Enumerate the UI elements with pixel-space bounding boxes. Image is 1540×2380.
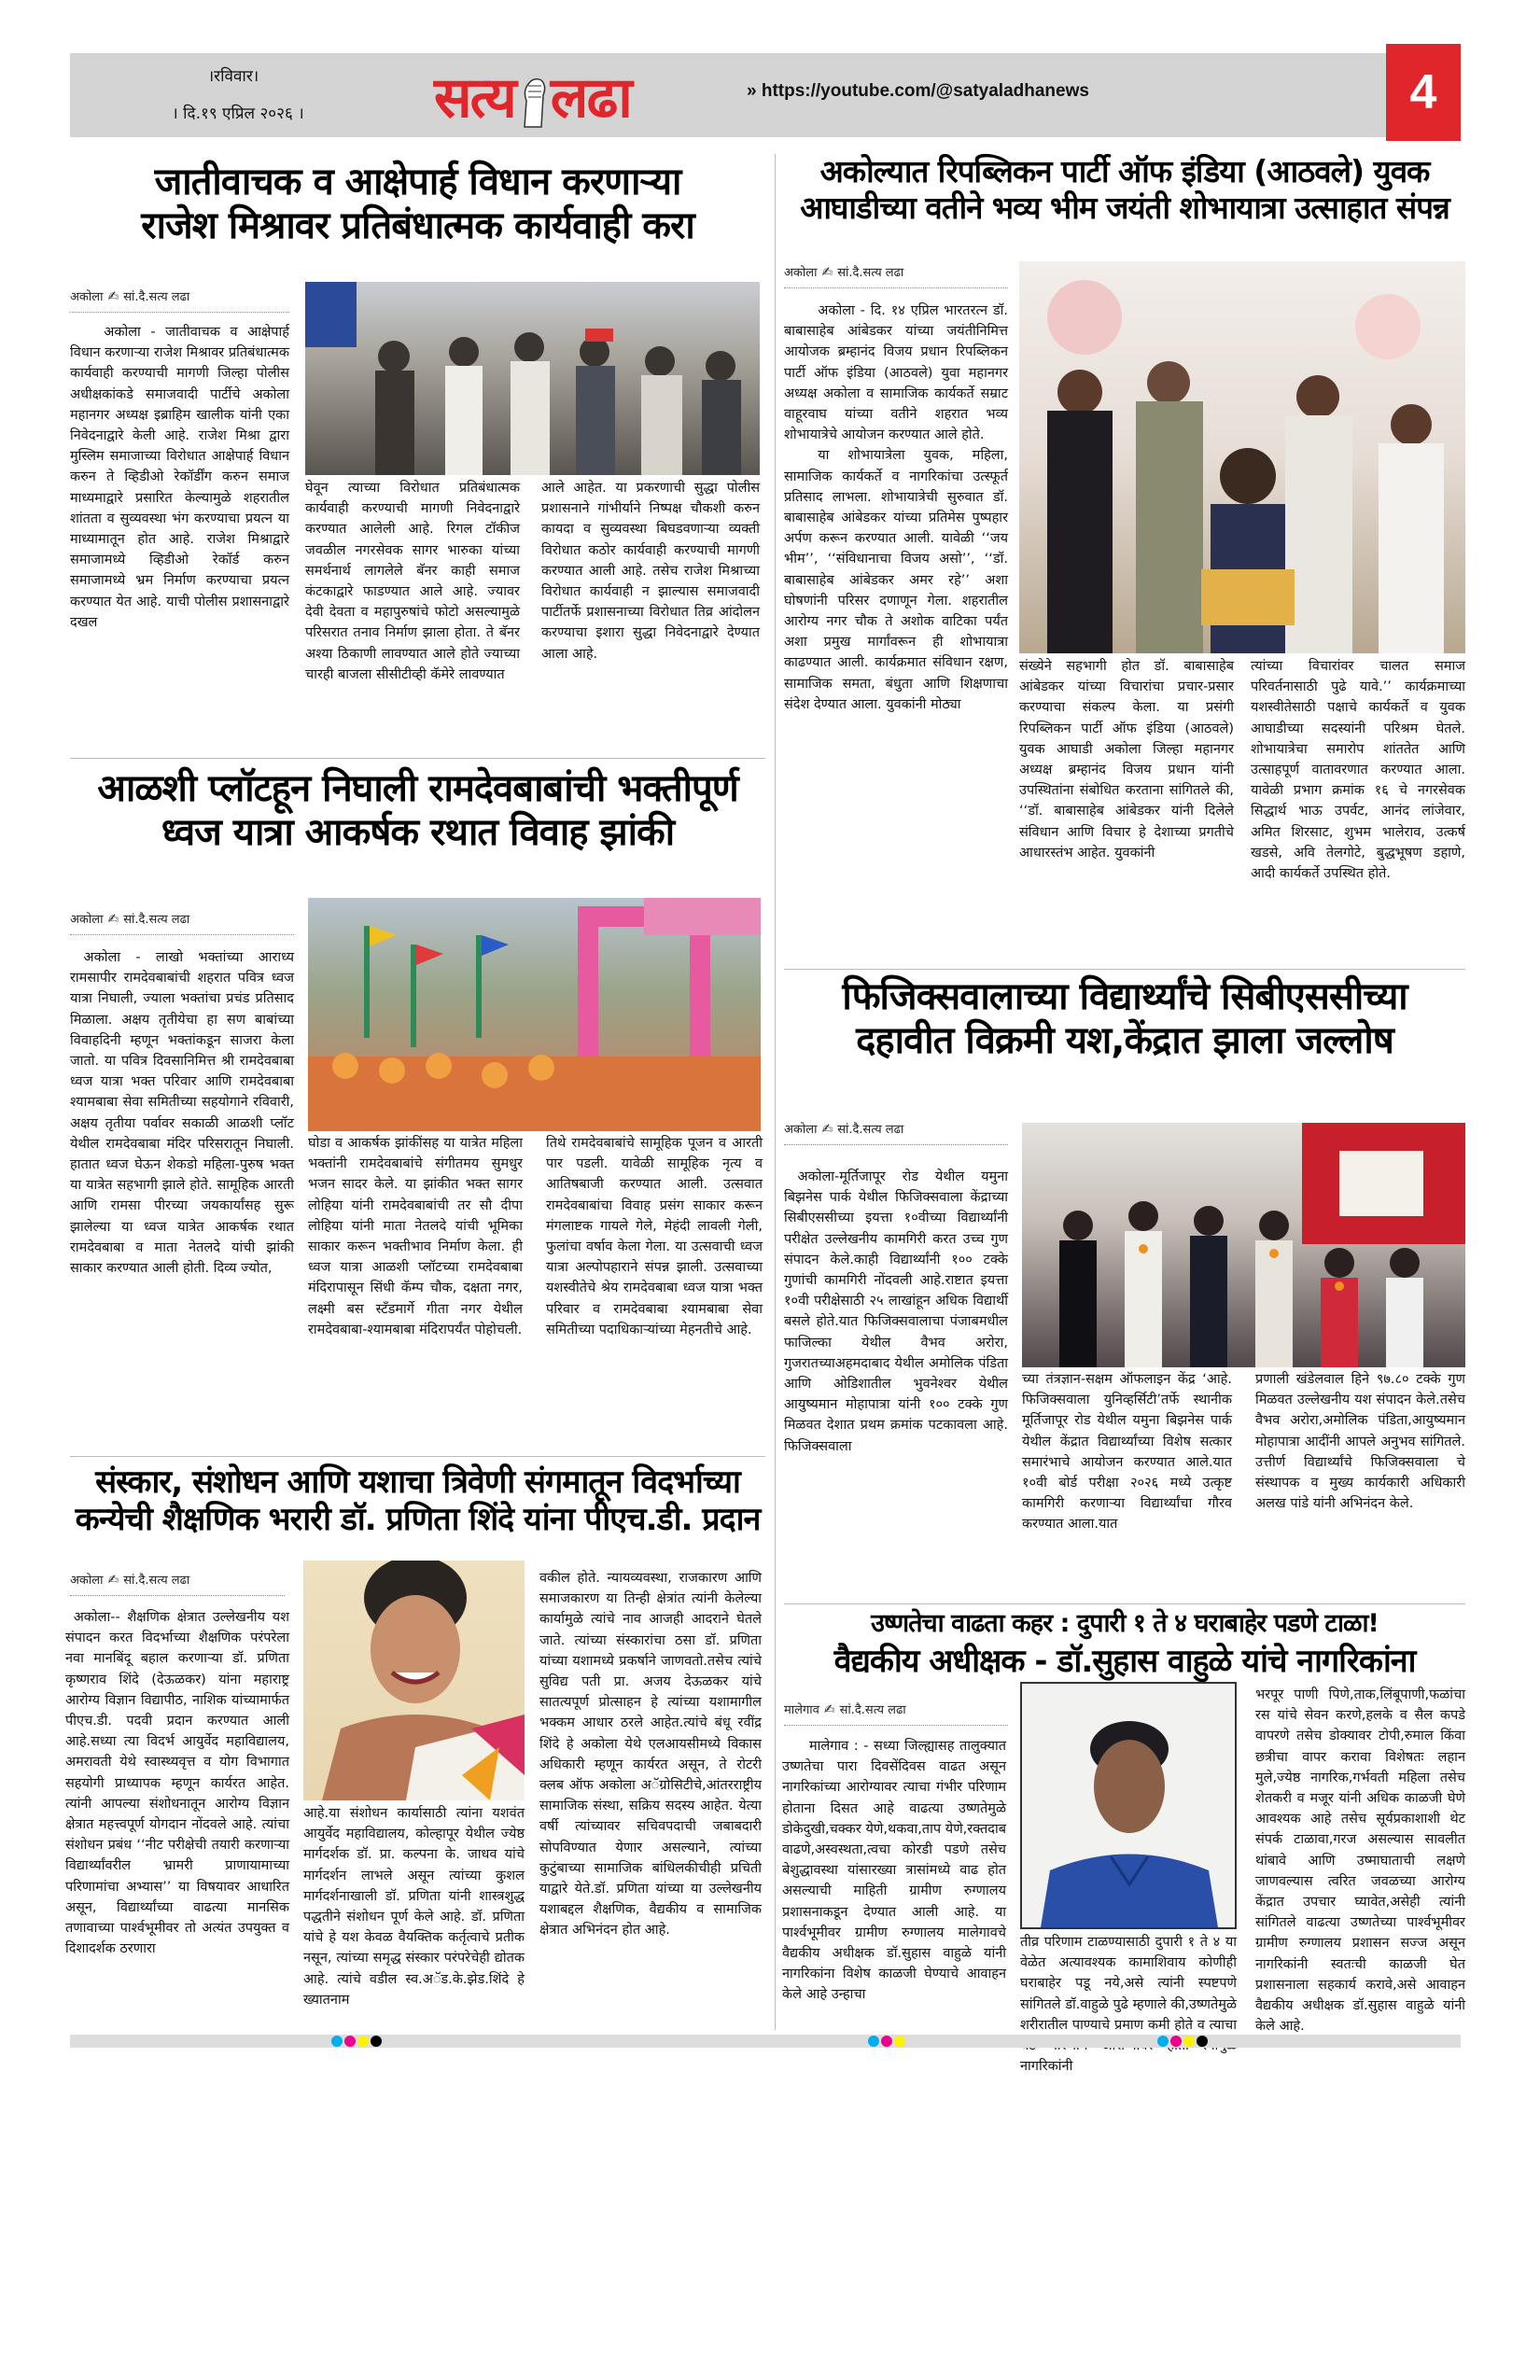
page-number: 4 (1386, 44, 1461, 141)
youtube-url[interactable]: https://youtube.com/@satyaladhanews (761, 81, 1089, 101)
paragraph: प्रणाली खंडेलवाल हिने ९७.८० टक्के गुण मिळवत उल्लेखनीय यश संपादन केले.तसेच वैभव अरोरा,अमोलिक पंडिता,आयुष्यमान मोहापात्रा आदींनी आपले अनुभव सांगितले. उत्तीर्ण विद्यार्थ्यांचे फिजिक्सवाला चे संस्थापक व मुख्य कार्यकारी अधिकारी अलख पांडे यांनी अभिनंदन केले. (1255, 1372, 1465, 1512)
masthead (70, 53, 1461, 137)
dateline-agency: सां.दै.सत्य लढा (123, 913, 190, 927)
dateline-place: अकोला (784, 1123, 818, 1137)
article-column (1020, 1932, 1237, 2077)
headline-line: दहावीत विक्रमी यश,केंद्रात झाला जल्लोष (856, 1019, 1393, 1063)
registration-dot-icon (371, 2036, 382, 2047)
dateline (784, 263, 1008, 288)
youtube-link[interactable] (747, 81, 1089, 102)
article-column (70, 322, 289, 633)
portrait-photo (303, 1561, 525, 1800)
registration-dot-icon (357, 2036, 369, 2047)
headline-line: संस्कार, संशोधन आणि यशाचा त्रिवेणी संगमातून विदर्भाच्या (95, 1463, 740, 1501)
dateline (784, 1120, 1008, 1145)
portrait-graphic (1022, 1684, 1235, 1927)
pen-icon: ✍ (107, 1573, 119, 1588)
headline-line: उष्णतेचा वाढता कहर : दुपारी १ ते ४ घराबाहेर पडणे टाळा! (871, 1609, 1379, 1638)
paragraph: अकोला-मूर्तिजापूर रोड येथील यमुना बिझनेस पार्क येथील फिजिक्सवाला केंद्राच्या सिबीएससीच्या इयत्ता १०वीच्या विद्यार्थ्यांनी परीक्षेत उल्लेखनीय कामगिरी करत उच्च गुण संपादन केले.काही विद्यार्थ्यांनी १०० टक्के गुणांची कामगिरी नोंदवली आहे.राष्टात इयत्ता १०वी परीक्षेसाठी २५ लाखांहून अधिक विद्यार्थी बसले होते.यात फिजिक्सवालाचा पंजाबमधील फाजिल्का येथील वैभव अरोरा, गुजरातच्याअहमदाबाद येथील अमोलिक पंडिता आणि ओडिशातील भुवनेश्वर येथील आयुष्यमान मोहापात्रा यांनी १०० टक्के गुण मिळवत देशात प्रथम क्रमांक पटकावला आहे. फिजिक्सवाला (784, 1169, 1008, 1454)
column-divider (775, 154, 776, 2030)
section-divider (70, 1456, 765, 1457)
registration-dot-icon (344, 2036, 356, 2047)
article-rajesh-mishra (70, 161, 765, 248)
article-column (1019, 656, 1234, 863)
masthead-day: ।रविवार। (207, 67, 259, 86)
paragraph: या शोभायात्रेला युवक, महिला, सामाजिक कार्यकर्ते व नागरिकांचा उत्स्फूर्त प्रतिसाद लाभला. शोभायात्रेची सुरुवात डॉ. बाबासाहेब आंबेडकर यांच्या प्रतिमेस पुष्पहार अर्पण करून करण्यात आली. यावेळी ‘‘जय भीम’’, ‘‘संविधानाचा विजय असो’’, ‘‘डॉ. बाबासाहेब आंबेडकर अमर रहे’’ अशा घोषणांनी परिसर दणाणून गेला. शहरातील आरोग्य नगर चौक ते अशोक वाटिका पर्यंत अशा प्रमुख मार्गांवरून ही शोभायात्रा काढण्यात आली. कार्यक्रमात संविधान रक्षण, सामाजिक समता, बंधुता आणि शिक्षणाचा संदेश देण्यात आला. युवकांनी मोठ्या (784, 448, 1008, 712)
dateline (70, 287, 289, 313)
article-photo (1022, 1123, 1465, 1367)
dateline-agency: सां.दै.सत्य लढा (837, 1123, 904, 1137)
article-photo (308, 898, 761, 1131)
paragraph: अकोला - जातीवाचक व आक्षेपार्ह विधान करणाऱ्या राजेश मिश्रावर प्रतिबंधात्मक कार्यवाही करण्याची मागणी जिल्हा पोलीस अधीक्षकांकडे समाजवादी पार्टीचे अकोला महानगर अध्यक्ष इब्राहिम खालीक यांनी एका निवेदनाद्वारे केली आहे. राजेश मिश्रा द्वारा मुस्लिम समाजाच्या विरोधात आक्षेपार्ह विधान करुन ते व्हिडीओ रेकॉर्डींग करुन समाज माध्यमाद्वारे प्रसारित केल्यामुळे शहरातील शांतता व सुव्यवस्था भंग करण्याचा प्रयत्न या माध्यामातून होत आहे. राजेश मिश्राद्वारे समाजामध्ये व्हिडीओ रेकॉर्ड करुन समाजामध्ये भ्रम निर्माण करण्याचा प्रयत्न करण्यात येत आहे. याची पोलीस प्रशासनाद्वारे दखल (70, 325, 289, 630)
registration-dot-icon (1157, 2036, 1169, 2047)
portrait-graphic (303, 1561, 525, 1800)
paragraph: आहे.या संशोधन कार्यासाठी त्यांना यशवंत आयुर्वेद महाविद्यालय, कोल्हापूर येथील ज्येष्ठ मार्गदर्शक डॉ. प्रा. कल्पना के. जाधव यांचे मार्गदर्शन लाभले असून त्यांच्या कुशल मार्गदर्शनाखाली डॉ. प्रणिता यांनी शास्त्रशुद्ध पद्धतीने संशोधन पूर्ण केले आहे. डॉ. प्रणिता यांचे हे यश केवळ वैयक्तिक कर्तृत्वाचे प्रतीक नसून, त्यांच्या समृद्ध संस्कार परंपरेचेही द्योतक आहे. त्यांचे वडील स्व.अॅड.के.झेड.शिंदे हे ख्यातनाम (303, 1806, 525, 2008)
article-physicswallah (784, 975, 1465, 1063)
paragraph: अकोला-- शैक्षणिक क्षेत्रात उल्लेखनीय यश संपादन करत विदर्भाच्या शैक्षणिक परंपरेला नवा मानबिंदू बहाल करणाऱ्या डॉ. प्रणिता कृष्णराव शिंदे (देऊळकर) यांना महाराष्ट्र आरोग्य विज्ञान विद्यापीठ, नाशिक यांच्यामार्फत पीएच.डी. पदवी प्रदान करण्यात आली आहे.सध्या त्या विदर्भ आयुर्वेद महाविद्यालय, अमरावती येथे स्वास्थ्यवृत्त व योग विभागात सहयोगी प्राध्यापक म्हणून कार्यरत आहेत. त्यांनी आपल्या संशोधनातून आरोग्य विज्ञान क्षेत्रात महत्त्वपूर्ण योगदान नोंदवले आहे. त्यांचा संशोधन प्रबंध ‘‘नीट परीक्षेची तयारी करणाऱ्या विद्यार्थ्यांवरील भ्रामरी प्राणायामाच्या परिणामांचा अभ्यास’’ या विषयावर आधारित असून, विद्यार्थ्यांच्या वाढत्या मानसिक तणावाच्या पार्श्वभूमीवर तो अत्यंत उपयुक्त व दिशादर्शक ठरणारा (65, 1610, 289, 1957)
fist-icon (515, 73, 551, 129)
dateline-place: अकोला (784, 266, 818, 280)
registration-dot-icon (894, 2036, 905, 2047)
paragraph: च्या तंत्रज्ञान-सक्षम ऑफलाइन केंद्र ‘आहे. फिजिक्सवाला युनिव्हर्सिटी’तर्फे स्थानीक मूर्तिजापूर रोड येथील यमुना बिझनेस पार्क येथील केंद्रात विद्यार्थ्यांच्या विशेष सत्कार समारंभाचे आयोजन करण्यात आले.यात १०वी बोर्ड परीक्षा २०२६ मध्ये उत्कृष्ट कामगिरी करणाऱ्या विद्यार्थ्यांचा गौरव करण्यात आला.यात (1022, 1372, 1232, 1533)
section-divider (784, 1603, 1465, 1604)
pen-icon: ✍ (821, 1122, 833, 1137)
dateline (784, 1701, 1008, 1726)
registration-dot-icon (331, 2036, 343, 2047)
dateline-place: मालेगाव (784, 1703, 819, 1717)
headline-line: अकोल्यात रिपब्लिकन पार्टी ऑफ इंडिया (आठवले) युवक (819, 153, 1430, 189)
dateline-agency: सां.दै.सत्य लढा (123, 1574, 190, 1588)
article-column (539, 1568, 762, 1941)
article-column (305, 478, 520, 685)
celebration-photo-graphic (1022, 1123, 1465, 1367)
pen-icon: ✍ (821, 265, 833, 280)
pen-icon: ✍ (823, 1702, 835, 1717)
paragraph: घोडा व आकर्षक झांकींसह या यात्रेत महिला भक्तांनी रामदेवबाबांचे संगीतमय सुमधुर भजन सादर केले. या झांकीत भक्त सागर लोहिया यांनी रामदेवबाबांची तर सौ दीपा लोहिया यांनी माता नेतलदे यांची भूमिका साकार करून भक्तीभाव निर्माण केला. ही ध्वज यात्रा आळशी प्लॉटच्या रामदेवबाबा मंदिरापासून सिंधी कॅम्प चौक, दक्षता नगर, लक्ष्मी बस स्टँडमार्गे गीता नगर येथील रामदेवबाबा-श्यामबाबा मंदिरापर्यंत पोहोचली. (308, 1136, 523, 1337)
dateline-place: अकोला (70, 1574, 104, 1588)
group-photo-graphic (305, 282, 760, 475)
paragraph: संख्येने सहभागी होत डॉ. बाबासाहेब आंबेडकर यांच्या विचारांचा प्रचार-प्रसार करण्याचा संकल्प केला. या प्रसंगी रिपब्लिकन पार्टी ऑफ इंडिया (आठवले) युवक आघाडी अकोला जिल्हा महानगर अध्यक्ष ब्रम्हानंद विजय प्रधान यांनी उपस्थितांना संबोधित करताना सांगितले की, ‘‘डॉ. बाबासाहेब आंबेडकर यांनी दिलेले संविधान आणि विचार हे देशाच्या प्रगतीचे आधारस्तंभ आहेत. युवकांनी (1019, 659, 1234, 861)
article-photo (1019, 261, 1465, 653)
dateline-place: अकोला (70, 913, 104, 927)
paragraph: त्यांच्या विचारांवर चालत समाज परिवर्तनासाठी पुढे यावे.’’ कार्यक्रमाच्या यशस्वीतेसाठी पक्षाचे कार्यकर्ते व युवक आघाडीच्या सदस्यांनी परिश्रम घेतले. शोभायात्रेचा समारोप शांततेत आणि उत्साहपूर्ण वातावरणात करण्यात आला. यावेळी प्रभाग क्रमांक १६ चे नगरसेवक सिद्धार्थ भाऊ उपर्वट, आनंद लांजेवार, अमित शिरसाट, शुभम भालेराव, उत्कर्ष खडसे, अवि तेलगोटे, बुद्धभूषण डहाणे, आदी कार्यकर्ते उपस्थित होते. (1251, 659, 1465, 882)
registration-dot-icon (868, 2036, 879, 2047)
article-column (784, 1167, 1008, 1457)
article-photo (305, 282, 760, 475)
paragraph: आले आहेत. या प्रकरणाची सुद्धा पोलीस प्रशासनाने गांभीर्याने निष्पक्ष चौकशी करुन कायदा व सुव्यवस्था बिघडवणाऱ्या व्यक्ती विरोधात कठोर कार्यवाही करण्याची मागणी करण्यात आली आहे. तसेच राजेश मिश्राच्या विरोधात कार्यवाही न झाल्यास समाजवादी पार्टीतर्फे प्रशासनाच्या विरोधात तिव्र आंदोलन करण्याचा इशारा सुद्धा निवेदनाद्वारे देण्यात आला आहे. (541, 481, 760, 662)
headline (784, 154, 1465, 227)
paragraph: तिथे रामदेवबाबांचे सामूहिक पूजन व आरती पार पडली. यावेळी सामूहिक नृत्य व आतिषबाजी करण्यात आली. उत्सवात रामदेवबाबांचा विवाह प्रसंग साकार करून मंगलाष्टक गायले गेले, मेहंदी लावली गेली, फुलांचा वर्षाव केला गेला. या उत्सवाची ध्वज यात्रा अल्पोपहाराने संपन्न झाली. उत्सवाच्या यशस्वीतेचे श्रेय रामदेवबाबा ध्वज यात्रा भक्त परिवार व रामदेवबाबा श्यामबाबा सेवा समितीच्या पदाधिकाऱ्यांच्या मेहनतीचे आहे. (546, 1136, 763, 1337)
article-column (1022, 1369, 1232, 1535)
article-column (541, 478, 760, 665)
registration-dot-icon (1183, 2036, 1195, 2047)
headline-line: ध्वज यात्रा आकर्षक रथात विवाह झांकी (161, 811, 675, 855)
headline-line: आघाडीच्या वतीने भव्य भीम जयंती शोभायात्रा उत्साहात संपन्न (800, 189, 1449, 226)
dateline-agency: सां.दै.सत्य लढा (123, 290, 190, 304)
article-column (784, 301, 1008, 715)
newspaper-logo (434, 57, 631, 133)
paragraph: अकोला - लाखो भक्तांच्या आराध्य रामसापीर रामदेवबाबांची शहरात पवित्र ध्वज यात्रा निघाली, ज्याला भक्तांचा प्रचंड प्रतिसाद मिळाला. अक्षय तृतीयेचा हा सण बाबांच्या विवाहदिनी म्हणून भक्तांकडून साजरा केला जातो. या पवित्र दिवसानिमित्त श्री रामदेवबाबा ध्वज यात्रा भक्त परिवार आणि रामदेवबाबा श्यामबाबा सेवा समितीच्या सहयोगाने रविवारी, अक्षय तृतीया पर्वावर सकाळी आळशी प्लॉट येथील रामदेवबाबा मंदिर परिसरातून निघाली. हातात ध्वज घेऊन शेकडो महिला-पुरुष भक्त या यात्रेत सहभागी झाले होते. सामूहिक आरती आणि रामसा पीरच्या जयकार्यांसह सुरू झालेल्या या ध्वज यात्रेत आकर्षक रथात रामदेवबाबा व माता नेतलदे यांची झांकी साकार करण्यात आली होती. दिव्य ज्योत, (70, 950, 294, 1277)
paragraph: घेवून त्याच्या विरोधात प्रतिबंधात्मक कार्यवाही करण्याची मागणी निवेदनाद्वारे करण्यात आलेली आहे. रिगल टॉकीज जवळील नगरसेवक सागर भारुका यांच्या समर्थनार्थ लागलेले बॅनर काही समाज कंटकाद्वारे फाडण्यात आले आहे. ज्यावर देवी देवता व महापुरुषांचे फोटो असल्यामुळे परिसरात तनाव निर्माण झाला होता. ते बॅनर अश्या ठिकाणी लावण्यात आले होते ज्याच्या चारही बाजला सीसीटीव्ही कॅमेरे लावण्यात (305, 481, 520, 682)
pen-icon: ✍ (107, 912, 119, 927)
portrait-photo (1020, 1682, 1237, 1929)
headline (70, 767, 765, 855)
headline (784, 975, 1465, 1063)
pen-icon: ✍ (107, 289, 119, 304)
masthead-date: । दि.१९ एप्रिल २०२६ । (172, 105, 304, 123)
article-column (546, 1133, 763, 1340)
registration-marks (868, 2036, 905, 2047)
article-column (70, 947, 294, 1279)
registration-marks (1157, 2036, 1208, 2047)
headline-line: फिजिक्सवालाच्या विद्यार्थ्यांचे सिबीएससीच्या (842, 975, 1407, 1018)
dateline (70, 910, 294, 935)
logo-right-text: लढा (550, 65, 631, 131)
article-column (303, 1803, 525, 2010)
article-column (1255, 1685, 1465, 2037)
section-divider (70, 758, 765, 759)
paragraph: अकोला - दि. १४ एप्रिल भारतरत्न डॉ. बाबासाहेब आंबेडकर यांच्या जयंतीनिमित्त आयोजक ब्रम्हानंद विजय प्रधान रिपब्लिकन पार्टी ऑफ इंडिया (आठवले) युवा महानगर अध्यक्ष अकोला व सामाजिक कार्यकर्ते सम्राट वाहूरवाघ यांच्या वतीने शहरात भव्य शोभायात्रेचे आयोजन करण्यात आले होते. (784, 303, 1008, 443)
headline-line: जातीवाचक व आक्षेपार्ह विधान करणाऱ्या (154, 161, 681, 203)
registration-dot-icon (1170, 2036, 1182, 2047)
paragraph: वकील होते. न्यायव्यवस्था, राजकारण आणि समाजकारण या तिन्ही क्षेत्रांत त्यांनी केलेल्या कार्यामुळे त्यांचे नाव आजही आदराने घेतले जाते. त्यांच्या संस्कारांचा ठसा डॉ. प्रणिता यांच्या यशामध्ये प्रकर्षाने जाणवतो.तसेच त्यांचे सुविद्य पती प्रा. अजय देऊळकर यांचे सातत्यपूर्ण प्रोत्साहन हे त्यांच्या यशामागील भक्कम आधार ठरले आहेत.त्यांचे बंधू रवींद्र शिंदे हे अकोला येथे एलआयसीमध्ये विकास अधिकारी म्हणून कार्यरत असून, ते रोटरी क्लब ऑफ अकोला अॅग्रोसिटीचे,आंतरराष्ट्रीय सामाजिक संस्था, सक्रिय सदस्य आहेत. येत्या वर्षी त्यांच्यावर सचिवपदाची जबाबदारी सोपविण्यात येणार असल्याने, त्यांच्या कुटुंबाच्या सामाजिक बांधिलकीचीही प्रचिती याद्वारे येते.डॉ. प्रणिता यांच्या या उल्लेखनीय यशाबद्दल शैक्षणिक, वैद्यकीय व सामाजिक क्षेत्रात अभिनंदन होत आहे. (539, 1571, 762, 1939)
footer-bar (70, 2035, 1461, 2048)
registration-dot-icon (881, 2036, 892, 2047)
registration-marks (331, 2036, 382, 2047)
double-chevron-icon: » (747, 81, 757, 101)
logo-left-text: सत्य (434, 65, 515, 131)
registration-dot-icon (1197, 2036, 1208, 2047)
headline-line: कन्येची शैक्षणिक भरारी डॉ. प्रणिता शिंदे यांना पीएच.डी. प्रदान (75, 1501, 761, 1539)
dateline (70, 1571, 285, 1596)
group-photo-graphic (1019, 261, 1465, 653)
dateline-agency: सां.दै.सत्य लढा (839, 1703, 906, 1717)
dateline-agency: सां.दै.सत्य लढा (837, 266, 904, 280)
article-bhim-jayanti (784, 154, 1465, 227)
article-pranita-shinde (70, 1463, 765, 1538)
article-column (1251, 656, 1465, 884)
article-column (1255, 1369, 1465, 1514)
paragraph: मालेगाव : - सध्या जिल्ह्यासह तालुक्यात उष्णतेचा पारा दिवसेंदिवस वाढत असून नागरिकांच्या आरोग्यावर त्याचा गंभीर परिणाम होताना दिसत आहे वाढत्या उष्णतेमुळे डोकेदुखी,चक्कर येणे,थकवा,ताप येणे,रक्तदाब वाढणे,अस्वस्थता,त्वचा कोरडी पडणे तसेच बेशुद्धावस्था यांसारख्या त्रासांमध्ये वाढ होत असल्याची माहिती ग्रामीण रुग्णालय प्रशासनाकडून देण्यात आली आहे. या पार्श्वभूमीवर ग्रामीण रुग्णालय मालेगावचे वैद्यकीय अधीक्षक डॉ.सुहास वाहुळे यांनी नागरिकांना विशेष काळजी घेण्याचे आवाहन केले आहे उन्हाचा (782, 1739, 1006, 2003)
article-column (308, 1133, 523, 1340)
headline-line: वैद्यकीय अधीक्षक - डॉ.सुहास वाहुळे यांचे नागरिकांना (833, 1643, 1416, 1681)
headline-line: आळशी प्लॉटहून निघाली रामदेवबाबांची भक्तीपूर्ण (97, 767, 738, 810)
headline (70, 1463, 765, 1538)
article-column (782, 1736, 1006, 2006)
paragraph: भरपूर पाणी पिणे,ताक,लिंबूपाणी,फळांचा रस यांचे सेवन करणे,हलके व सैल कपडे वापरणे तसेच डोक्यावर टोपी,रुमाल किंवा छत्रीचा वापर करावा विशेषतः लहान मुले,ज्येष्ठ नागरिक,गर्भवती महिला तसेच शेतकरी व मजूर यांनी अधिक काळजी घेणे आवश्यक आहे तसेच सूर्यप्रकाशाशी थेट संपर्क टाळावा,गरज असल्यास सावलीत थांबावे आणि उष्माघाताची लक्षणे जाणवल्यास त्वरित जवळच्या आरोग्य केंद्रात उपचार घ्यावेत,असेही त्यांनी सांगितले वाढत्या उष्णतेच्या पार्श्वभूमीवर ग्रामीण रुग्णालय प्रशासन सज्ज असून नागरिकांनी स्वतःची काळजी घेत प्रशासनाला सहकार्य करावे,असे आवाहन वैद्यकीय अधीक्षक डॉ.सुहास वाहुळे यांनी केले आहे. (1255, 1687, 1465, 2035)
paragraph: तीव्र परिणाम टाळण्यासाठी दुपारी १ ते ४ या वेळेत अत्यावश्यक कामाशिवाय कोणीही घराबाहेर पडू नये,असे त्यांनी स्पष्टपणे सांगितले डॉ.वाहुळे पुढे म्हणाले की,उष्णतेमुळे शरीरातील पाण्याचे प्रमाण कमी होते व त्याचा नागरिकांनी (1020, 1935, 1237, 2075)
section-divider (784, 969, 1465, 970)
article-ramdevbaba (70, 767, 765, 855)
headline (70, 161, 765, 248)
article-column (65, 1607, 289, 1959)
dateline-place: अकोला (70, 290, 104, 304)
headline-line: राजेश मिश्रावर प्रतिबंधात्मक कार्यवाही करा (141, 204, 694, 248)
procession-photo-graphic (308, 898, 761, 1131)
